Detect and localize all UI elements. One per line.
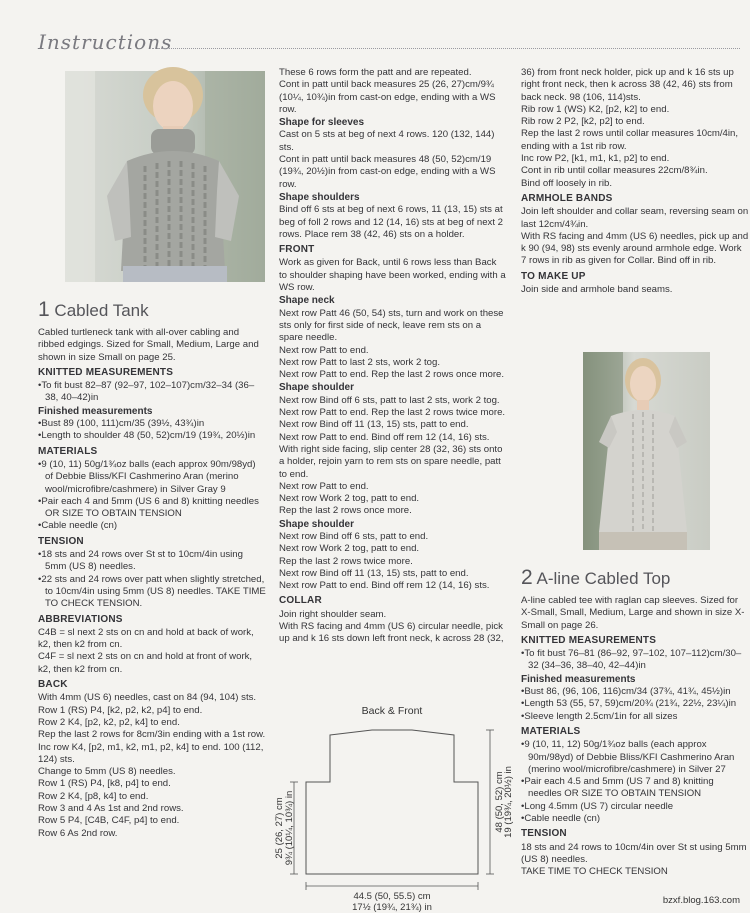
- pattern-line: Rep the last 2 rows until collar measures 10cm/4in, ending with a 1st rib row.: [521, 128, 739, 152]
- heading-shape-neck: Shape neck: [279, 295, 335, 307]
- heading-shape-shoulder-2: Shape shoulder: [279, 518, 355, 530]
- list-item: • Bust 86, (96, 106, 116)cm/34 (37¾, 41¾, 45½)in: [521, 686, 749, 698]
- pattern-line: Rib row 1 (WS) K2, [p2, k2] to end.: [521, 103, 670, 115]
- pattern-line: Next row Patt to end. Rep the last 2 rows twice more.: [279, 407, 506, 419]
- heading-to-make-up: TO MAKE UP: [521, 270, 586, 282]
- left-label-cm: 25 (26, 27) cm: [274, 797, 285, 859]
- pattern-line: Next row Bind off 6 sts, patt to last 2 sts, work 2 tog.: [279, 394, 500, 406]
- watermark-url: bzxf.blog.163.com: [662, 895, 740, 906]
- pattern-line: Rib row 2 P2, [k2, p2] to end.: [521, 116, 645, 128]
- pattern-line: Bind off loosely in rib.: [521, 177, 613, 189]
- pattern-line: Row 1 (RS) P4, [k8, p4] to end.: [38, 778, 171, 790]
- model-illustration-2: [583, 352, 710, 550]
- pattern-line: 18 sts and 24 rows to 10cm/4in over St st using 5mm (US 8) needles.: [521, 841, 747, 865]
- heading-abbreviations: ABBREVIATIONS: [38, 613, 123, 625]
- intro-text: A-line cabled tee with raglan cap sleeves. Sized for X-Small, Small, Medium, Large and shown in size X-Small on page 26.: [521, 595, 745, 631]
- heading-front: FRONT: [279, 244, 315, 256]
- pattern-line: Row 2 K4, [p2, k2, p2, k4] to end.: [38, 716, 180, 728]
- list-item: • Length to shoulder 48 (50, 52)cm/19 (19¾, 20½)in: [38, 430, 266, 442]
- garment-outline: [306, 730, 478, 874]
- column-2: [279, 67, 507, 646]
- pattern-line: Next row Bind off 11 (13, 15) sts, patt to end.: [279, 567, 469, 579]
- pattern-line: With right side facing, slip center 28 (32, 36) sts onto a holder, rejoin yarn to rem sts on spare needle, patt to end.: [279, 443, 503, 480]
- heading-knitted-measurements: KNITTED MEASUREMENTS: [521, 634, 657, 646]
- heading-collar: COLLAR: [279, 595, 322, 607]
- pattern-line: Work as given for Back, until 6 rows less than Back to shoulder shaping have been worked, ending with a WS row.: [279, 257, 506, 294]
- pattern-line: Inc row K4, [p2, m1, k2, m1, p2, k4] to end. 100 (112, 124) sts.: [38, 741, 264, 765]
- heading-shape-sleeves: Shape for sleeves: [279, 117, 365, 129]
- list-item: • Bust 89 (100, 111)cm/35 (39½, 43¾)in: [38, 418, 266, 430]
- list-item: • To fit bust 82–87 (92–97, 102–107)cm/32–34 (36–38, 40–42)in: [38, 380, 266, 405]
- pattern-line: Next row Work 2 tog, patt to end.: [279, 543, 420, 555]
- bottom-label-in: 17½ (19¾, 21¾) in: [352, 902, 432, 913]
- pattern-line: Next row Work 2 tog, patt to end.: [279, 493, 420, 505]
- pattern-line: Rep the last 2 rows for 8cm/3in ending with a 1st row.: [38, 729, 266, 741]
- list-item: • 22 sts and 24 rows over patt when slightly stretched, to 10cm/4in using 5mm (US 8) needles. TAKE TIME TO CHECK TENSION.: [38, 574, 266, 611]
- pattern-line: 36) from front neck holder, pick up and k 16 sts up right front neck, then k across 38 (42, 46) sts from back neck. 98 (106, 114)sts.: [521, 67, 734, 103]
- section-title-text: Cabled Tank: [54, 301, 149, 320]
- section-title-aline-top: [521, 568, 749, 589]
- pattern-line: Row 3 and 4 As 1st and 2nd rows.: [38, 802, 184, 814]
- intro-text: Cabled turtleneck tank with all-over cabling and ribbed edgings. Sized for Small, Medium, Large and shown in size Small on page 25.: [38, 327, 259, 363]
- pattern-line: Join side and armhole band seams.: [521, 284, 673, 296]
- pattern-line: Join left shoulder and collar seam, reversing seam on last 12cm/4¾in.: [521, 206, 749, 230]
- bottom-label-cm: 44.5 (50, 55.5) cm: [353, 891, 431, 902]
- section-number: 1: [38, 298, 50, 321]
- left-label-in: 9¾ (10¼, 10¾) in: [284, 790, 295, 866]
- diagram-title: Back & Front: [361, 705, 423, 717]
- pattern-line: With RS facing and 4mm (US 6) needles, pick up and k 90 (94, 98) sts evenly around armhole edge. Work 7 rows in rib as given for Collar. Bind off in rib.: [521, 230, 749, 267]
- pattern-line: Row 5 P4, [C4B, C4F, p4] to end.: [38, 815, 180, 827]
- list-item: • 9 (10, 11, 12) 50g/1¾oz balls (each approx 90m/98yd) of Debbie Bliss/KFI Cashmerino Aran (merino wool/microfibre/cashmere) in Silver 27: [521, 739, 749, 776]
- pattern-line: Cast on 5 sts at beg of next 4 rows. 120 (132, 144) sts.: [279, 129, 495, 153]
- section-title-cabled-tank: [38, 300, 266, 321]
- heading-armhole-bands: ARMHOLE BANDS: [521, 192, 613, 204]
- list-item: • 18 sts and 24 rows over St st to 10cm/4in using 5mm (US 8) needles.: [38, 549, 266, 574]
- cabled-tank-photo: [65, 71, 265, 282]
- pattern-line: Row 1 (RS) P4, [k2, p2, k2, p4] to end.: [38, 704, 203, 716]
- heading-back: BACK: [38, 679, 68, 691]
- pattern-line: Rep the last 2 rows once more.: [279, 505, 412, 517]
- heading-tension: TENSION: [521, 828, 567, 840]
- pattern-line: Next row Patt 46 (50, 54) sts, turn and work on these sts only for first side of neck, leave rem sts on a spare needle.: [279, 307, 504, 344]
- heading-materials: MATERIALS: [521, 725, 581, 737]
- column-3: [521, 67, 749, 296]
- list-item: • Long 4.5mm (US 7) circular needle: [521, 801, 749, 813]
- pattern-line: With 4mm (US 6) needles, cast on 84 (94, 104) sts.: [38, 692, 257, 704]
- pattern-line: Next row Patt to end.: [279, 480, 369, 492]
- heading-materials: MATERIALS: [38, 445, 98, 457]
- section-number: 2: [521, 566, 533, 589]
- column-3-bottom: [521, 568, 749, 879]
- pattern-line: Next row Patt to end. Bind off rem 12 (14, 16) sts.: [279, 580, 490, 592]
- aline-top-photo: [583, 352, 710, 550]
- pattern-line: Next row Patt to last 2 sts, work 2 tog.: [279, 356, 441, 368]
- model-illustration: [65, 71, 265, 282]
- pattern-line: Row 2 K4, [p8, k4] to end.: [38, 790, 149, 802]
- column-1: [38, 300, 266, 840]
- abbr-c4f: C4F = sl next 2 sts on cn and hold at front of work, k2, then k2 from cn.: [38, 651, 253, 675]
- pattern-line: Next row Patt to end.: [279, 344, 369, 356]
- section-title-text: A-line Cabled Top: [536, 569, 671, 588]
- pattern-line: Next row Bind off 11 (13, 15) sts, patt to end.: [279, 419, 469, 431]
- list-item: • 9 (10, 11) 50g/1¾oz balls (each approx 90m/98yd) of Debbie Bliss/KFI Cashmerino Aran (merino wool/microfibre/cashmere) in Silver Gray 9: [38, 459, 266, 496]
- right-label-cm: 48 (50, 52) cm: [494, 771, 505, 833]
- pattern-line: Next row Patt to end. Bind off rem 12 (14, 16) sts.: [279, 431, 490, 443]
- list-item: • Cable needle (cn): [38, 520, 266, 532]
- pattern-line: Rep the last 2 rows twice more.: [279, 555, 413, 567]
- header-rule: [152, 48, 740, 49]
- heading-shape-shoulders: Shape shoulders: [279, 191, 360, 203]
- heading-finished-measurements: Finished measurements: [38, 405, 153, 417]
- schematic-diagram: [262, 690, 512, 913]
- list-item: • Length 53 (55, 57, 59)cm/20¾ (21¾, 22½, 23¼)in: [521, 698, 749, 710]
- heading-finished-measurements: Finished measurements: [521, 673, 636, 685]
- pattern-line: Cont in rib until collar measures 22cm/8¾in.: [521, 165, 708, 177]
- heading-shape-shoulder: Shape shoulder: [279, 382, 355, 394]
- list-item: • Sleeve length 2.5cm/1in for all sizes: [521, 711, 749, 723]
- list-item: • To fit bust 76–81 (86–92, 97–102, 107–112)cm/30–32 (34–36, 38–40, 42–44)in: [521, 648, 749, 673]
- list-item: • Pair each 4.5 and 5mm (US 7 and 8) knitting needles OR SIZE TO OBTAIN TENSION: [521, 776, 749, 801]
- abbr-c4b: C4B = sl next 2 sts on cn and hold at back of work, k2, then k2 from cn.: [38, 626, 254, 651]
- pattern-line: Change to 5mm (US 8) needles.: [38, 766, 176, 778]
- list-item: • Pair each 4 and 5mm (US 6 and 8) knitting needles OR SIZE TO OBTAIN TENSION: [38, 496, 266, 521]
- right-label-in: 19 (19¾, 20½) in: [503, 766, 514, 838]
- pattern-line: Inc row P2, [k1, m1, k1, p2] to end.: [521, 153, 670, 165]
- pattern-line: With RS facing and 4mm (US 6) circular needle, pick up and k 16 sts down left front neck, k across 28 (32,: [279, 621, 504, 645]
- pattern-line: These 6 rows form the patt and are repeated.: [279, 67, 472, 78]
- pattern-line: Cont in patt until back measures 48 (50, 52)cm/19 (19¾, 20½)in from cast-on edge, ending with a WS row.: [279, 154, 496, 190]
- list-item: • Cable needle (cn): [521, 813, 749, 825]
- heading-tension: TENSION: [38, 535, 84, 547]
- pattern-line: Cont in patt until back measures 25 (26, 27)cm/9¾ (10¼, 10¾)in from cast-on edge, ending with a WS row.: [279, 79, 496, 115]
- pattern-line: Row 6 As 2nd row.: [38, 827, 118, 839]
- pattern-line: Next row Patt to end. Rep the last 2 rows once more.: [279, 369, 505, 381]
- pattern-line: Join right shoulder seam.: [279, 608, 387, 620]
- pattern-line: TAKE TIME TO CHECK TENSION: [521, 866, 668, 878]
- pattern-line: Bind off 6 sts at beg of next 6 rows, 11 (13, 15) sts at beg of foll 2 rows and 12 (14, 16) sts at beg of next 2 rows. Place rem 38 (42, 46) sts on a holder.: [279, 204, 503, 240]
- pattern-line: Next row Bind off 6 sts, patt to end.: [279, 530, 429, 542]
- heading-knitted-measurements: KNITTED MEASUREMENTS: [38, 366, 174, 378]
- page-header: Instructions: [38, 30, 173, 54]
